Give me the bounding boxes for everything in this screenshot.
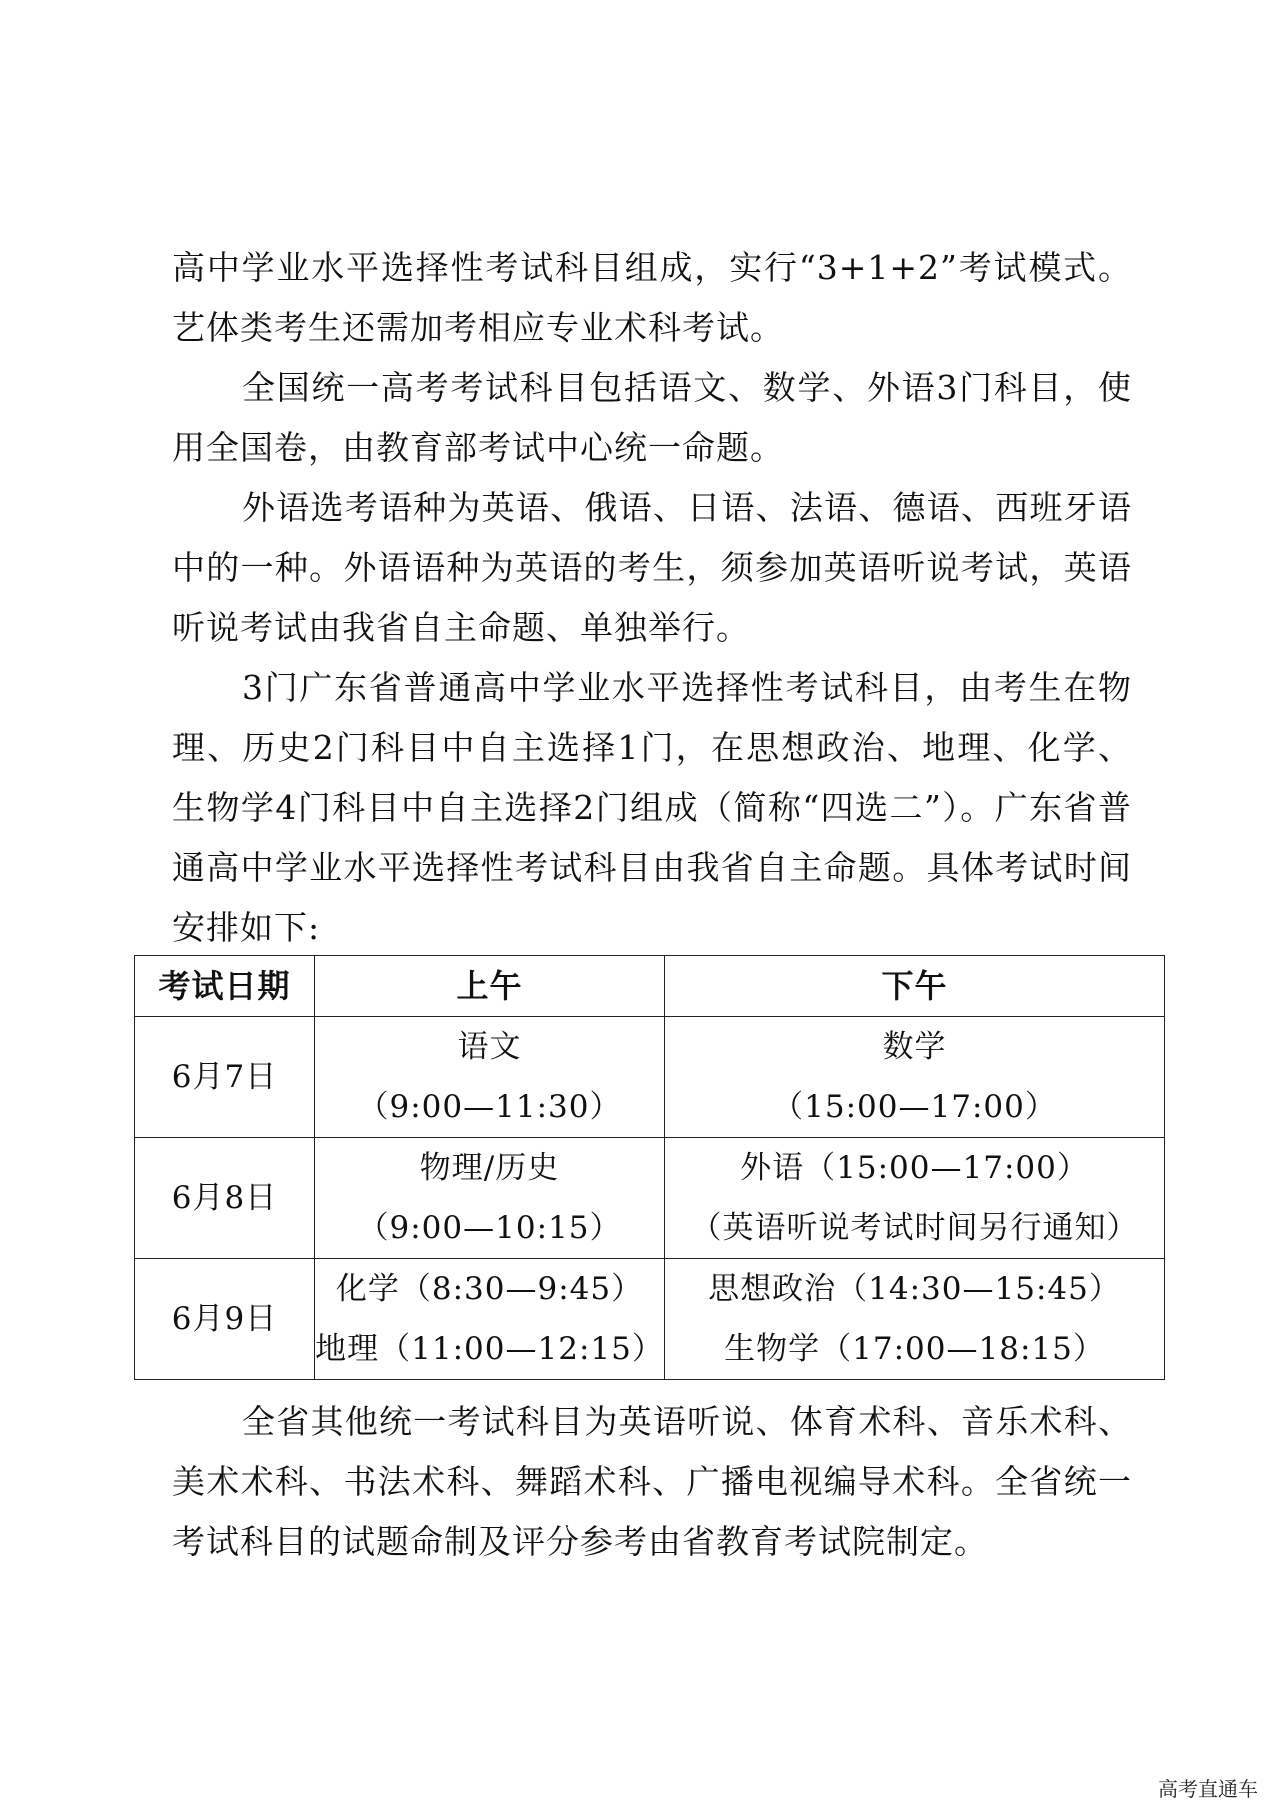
document-body-bottom [172, 1392, 1132, 1572]
morning-subject: 物理/历史 [419, 1150, 560, 1186]
exam-schedule-table [134, 955, 1165, 1380]
afternoon-note: （英语听说考试时间另行通知） [690, 1210, 1139, 1246]
afternoon-cell [665, 1259, 1165, 1380]
morning-subject: 语文 [457, 1029, 522, 1065]
table-header-row [135, 956, 1165, 1017]
afternoon-cell [665, 1138, 1165, 1259]
morning-cell [315, 1138, 665, 1259]
source-watermark: 高考直通车 [1158, 1777, 1258, 1801]
afternoon-subject: 外语（15:00—17:00） [740, 1150, 1089, 1186]
morning-subject-2: 地理（11:00—12:15） [315, 1331, 664, 1367]
table-row [135, 1259, 1165, 1380]
paragraph-selective-subjects: 3门广东省普通高中学业水平选择性考试科目，由考生在物理、历史2门科目中自主选择1门，在思想政治、地理、化学、生物学4门科目中自主选择2门组成（简称“四选二”）。广东省普通高中学业水平选择性考试科目由我省自主命题。具体考试时间安排如下: [172, 668, 1132, 947]
paragraph-other-exams: 全省其他统一考试科目为英语听说、体育术科、音乐术科、美术术科、书法术科、舞蹈术科、广播电视编导术科。全省统一考试科目的试题命制及评分参考由省教育考试院制定。 [172, 1402, 1132, 1561]
morning-subject-1: 化学（8:30—9:45） [335, 1271, 644, 1307]
paragraph-foreign-language: 外语选考语种为英语、俄语、日语、法语、德语、西班牙语中的一种。外语语种为英语的考生，须参加英语听说考试，英语听说考试由我省自主命题、单独举行。 [172, 488, 1132, 647]
header-afternoon: 下午 [665, 956, 1165, 1017]
paragraph-subject-structure: 高中学业水平选择性考试科目组成，实行“3+1+2”考试模式。艺体类考生还需加考相应专业术科考试。 [172, 248, 1132, 347]
date-cell: 6月8日 [135, 1138, 315, 1259]
morning-time: （9:00—11:30） [357, 1089, 622, 1125]
table-row [135, 1017, 1165, 1138]
paragraph-national-exam: 全国统一高考考试科目包括语文、数学、外语3门科目，使用全国卷，由教育部考试中心统一命题。 [172, 368, 1132, 467]
morning-cell [315, 1017, 665, 1138]
table-row [135, 1138, 1165, 1259]
afternoon-subject: 数学 [882, 1029, 947, 1065]
date-cell: 6月7日 [135, 1017, 315, 1138]
morning-cell [315, 1259, 665, 1380]
afternoon-subject-1: 思想政治（14:30—15:45） [708, 1271, 1121, 1307]
afternoon-time: （15:00—17:00） [772, 1089, 1057, 1125]
afternoon-subject-2: 生物学（17:00—18:15） [724, 1331, 1105, 1367]
header-morning: 上午 [315, 956, 665, 1017]
afternoon-cell [665, 1017, 1165, 1138]
document-body-top [172, 238, 1132, 958]
date-cell: 6月9日 [135, 1259, 315, 1380]
header-exam-date: 考试日期 [135, 956, 315, 1017]
morning-time: （9:00—10:15） [357, 1210, 622, 1246]
